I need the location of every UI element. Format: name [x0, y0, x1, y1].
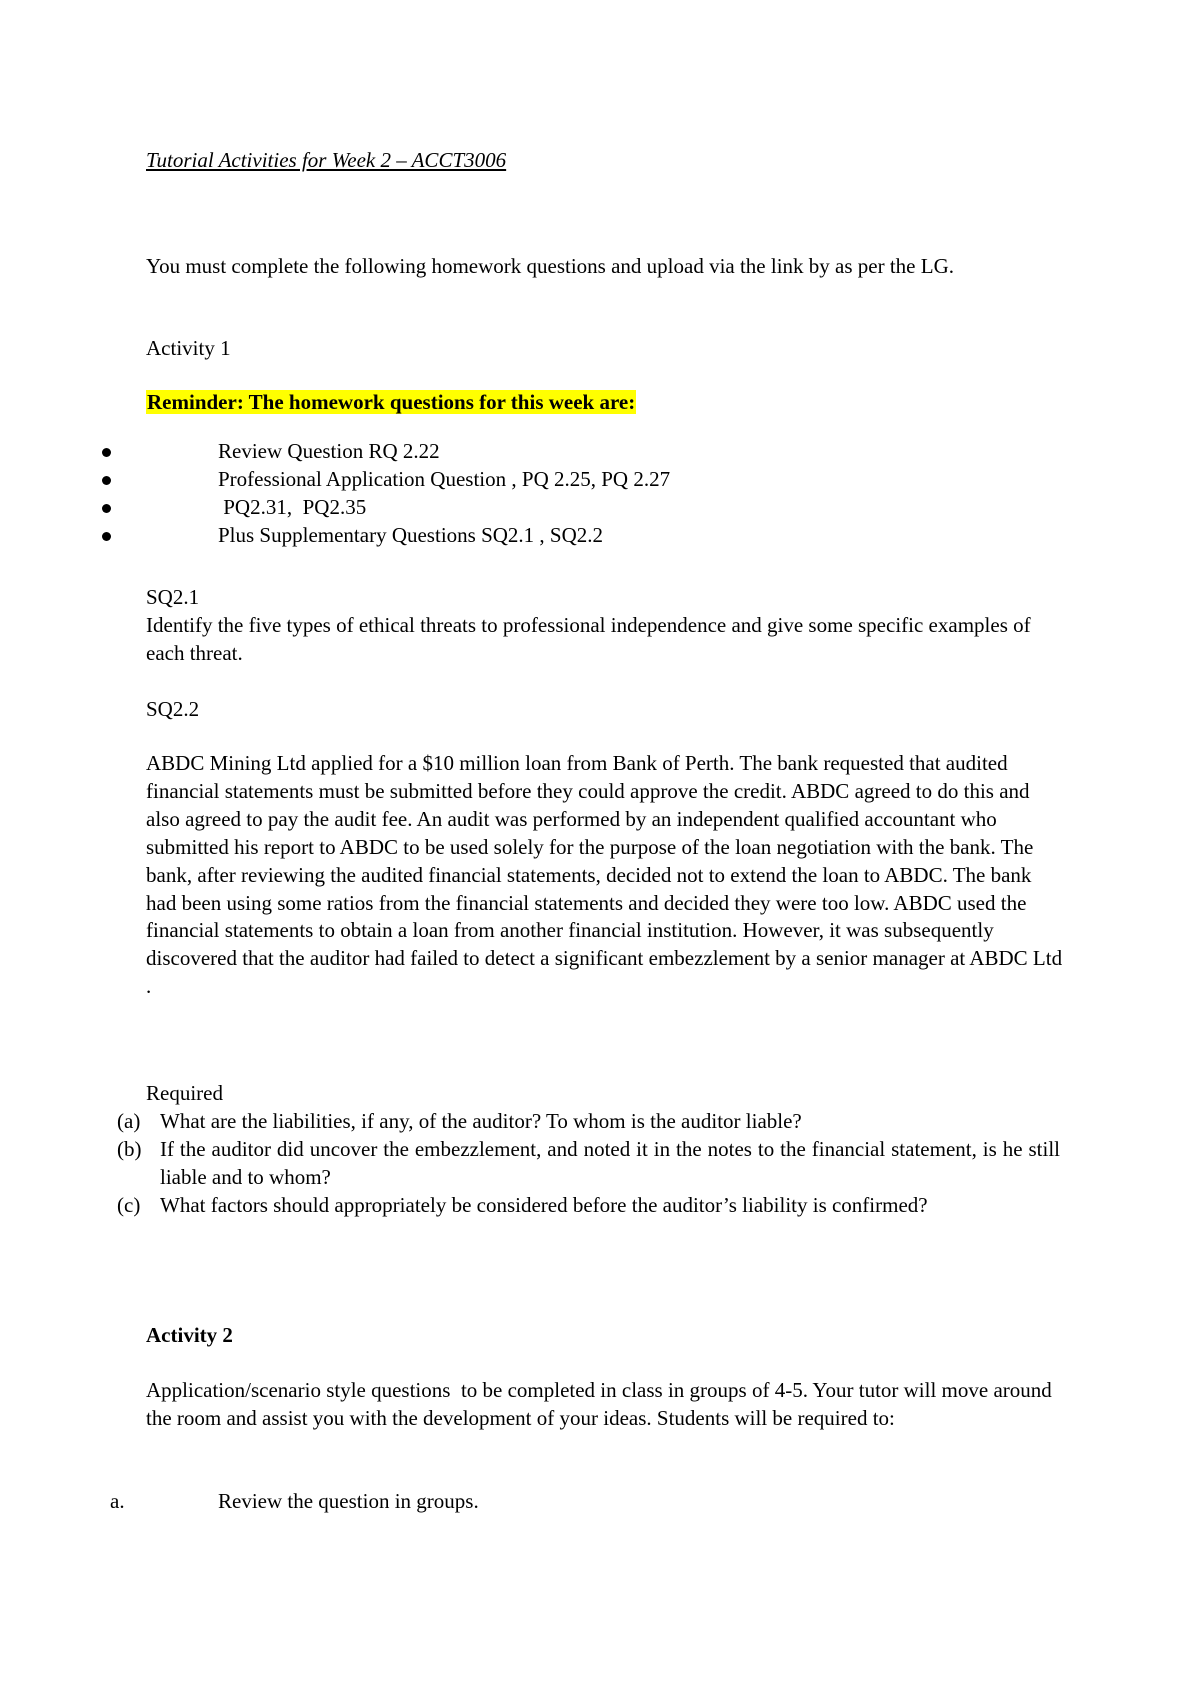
reminder-line: [146, 388, 636, 416]
required-item: If the auditor did uncover the embezzlement, and noted it in the notes to the financial statement, is he still liable and to whom?: [160, 1137, 1060, 1189]
activity-2-heading: Activity 2: [146, 1323, 233, 1347]
bullet-item: Review Question RQ 2.22: [218, 439, 440, 463]
required-label: Required: [146, 1081, 223, 1105]
bullet-icon: [102, 504, 111, 513]
list-marker: (a): [117, 1109, 141, 1133]
required-item: What factors should appropriately be considered before the auditor’s liability is confirmed?: [160, 1193, 928, 1217]
list-marker: (b): [117, 1137, 142, 1161]
bullet-item: PQ2.31, PQ2.35: [218, 495, 367, 519]
intro-paragraph: You must complete the following homework questions and upload via the link by as per the LG.: [146, 254, 954, 278]
bullet-icon: [102, 476, 111, 485]
required-item: What are the liabilities, if any, of the auditor? To whom is the auditor liable?: [160, 1109, 802, 1133]
list-marker: (c): [117, 1193, 141, 1217]
step-item: Review the question in groups.: [218, 1489, 479, 1513]
step-marker: a.: [110, 1489, 125, 1513]
sq22-case-text: ABDC Mining Ltd applied for a $10 million loan from Bank of Perth. The bank requested that audited financial statements must be submitted before they could approve the credit. ABDC agreed to do this and also agreed to pay the audit fee. An audit was performed by an independent qualified accountant who submitted his report to ABDC to be used solely for the purpose of the loan negotiation with the bank. The bank, after reviewing the audited financial statements, decided not to extend the loan to ABDC. The bank had been using some ratios from the financial statements and decided they were too low. ABDC used the financial statements to obtain a loan from another financial institution. However, it was subsequently discovered that the auditor had failed to detect a significant embezzlement by a senior manager at ABDC Ltd .: [146, 751, 1063, 999]
sq21-text: Identify the five types of ethical threats to professional independence and give some specific examples of each threat.: [146, 613, 1031, 665]
bullet-item: Plus Supplementary Questions SQ2.1 , SQ2.2: [218, 523, 604, 547]
activity-2-text: Application/scenario style questions to be completed in class in groups of 4-5. Your tutor will move around the room and assist you with the development of your ideas. Students will be required to:: [146, 1378, 1058, 1430]
activity-1-heading: Activity 1: [146, 336, 231, 360]
bullet-icon: [102, 448, 111, 457]
bullet-icon: [102, 532, 111, 541]
bullet-item: Professional Application Question , PQ 2.25, PQ 2.27: [218, 467, 671, 491]
reminder-highlight: Reminder: The homework questions for this week are:: [147, 390, 636, 414]
sq21-label: SQ2.1: [146, 585, 200, 609]
document-title: Tutorial Activities for Week 2 – ACCT3006: [146, 148, 507, 172]
sq22-label: SQ2.2: [146, 697, 200, 721]
